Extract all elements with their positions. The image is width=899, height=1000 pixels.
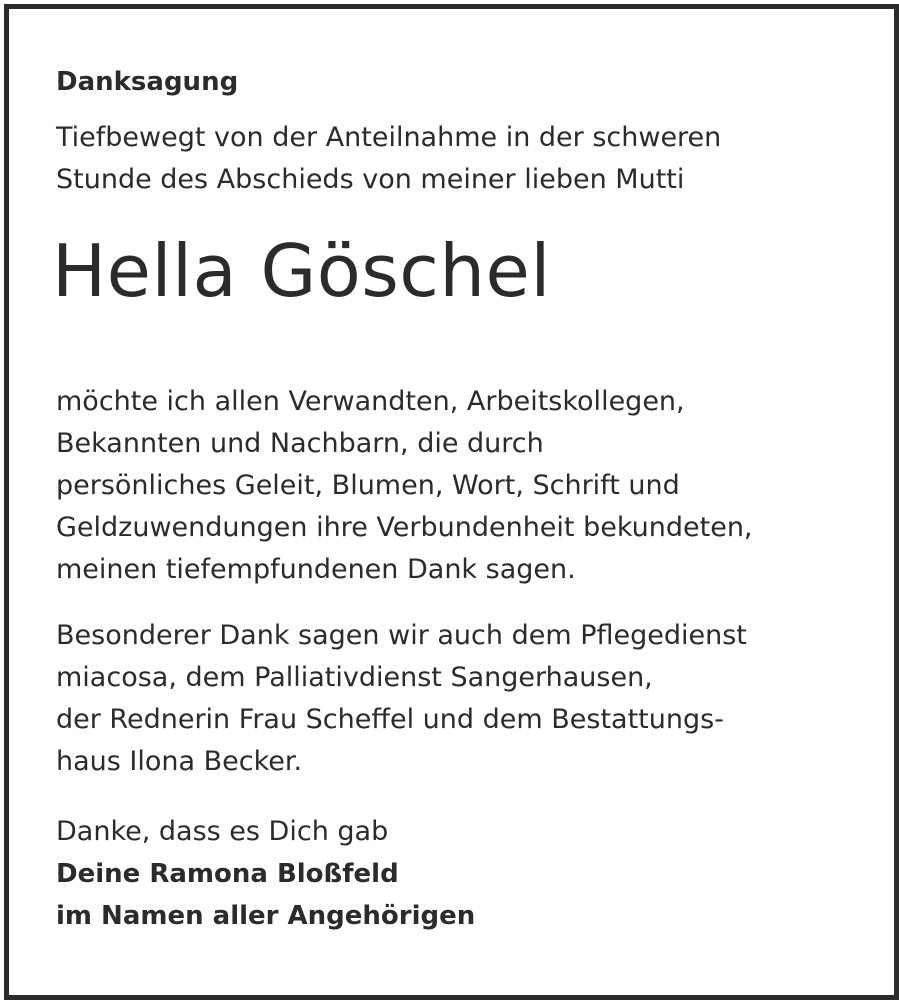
deceased-name: Hella Göschel (52, 229, 551, 313)
notice-border (4, 4, 899, 1000)
thanks-paragraph (56, 381, 856, 591)
notice-heading: Danksagung (56, 67, 239, 97)
intro-line: Tiefbewegt von der Anteilnahme in der schweren (56, 122, 722, 153)
paragraph-line: persönliches Geleit, Blumen, Wort, Schrift und (56, 470, 680, 501)
intro-line: Stunde des Abschieds von meiner lieben Mutti (56, 164, 685, 195)
closing-block (56, 811, 856, 937)
paragraph-line: der Rednerin Frau Scheffel und dem Bestattungs- (56, 704, 724, 735)
paragraph-line: Geldzuwendungen ihre Verbundenheit bekundeten, (56, 512, 753, 543)
special-thanks-paragraph (56, 615, 856, 783)
paragraph-line: haus Ilona Becker. (56, 746, 303, 777)
closing-line: Danke, dass es Dich gab (56, 816, 389, 847)
paragraph-line: Besonderer Dank sagen wir auch dem Pflegedienst (56, 620, 747, 651)
signature-name: Deine Ramona Bloßfeld (56, 859, 399, 889)
signature-note: im Namen aller Angehörigen (56, 901, 476, 931)
paragraph-line: möchte ich allen Verwandten, Arbeitskollegen, (56, 386, 685, 417)
paragraph-line: meinen tiefempfundenen Dank sagen. (56, 554, 576, 585)
notice-content (52, 61, 856, 937)
intro-text (56, 117, 856, 201)
paragraph-line: Bekannten und Nachbarn, die durch (56, 428, 544, 459)
paragraph-line: miacosa, dem Palliativdienst Sangerhausen, (56, 662, 653, 693)
